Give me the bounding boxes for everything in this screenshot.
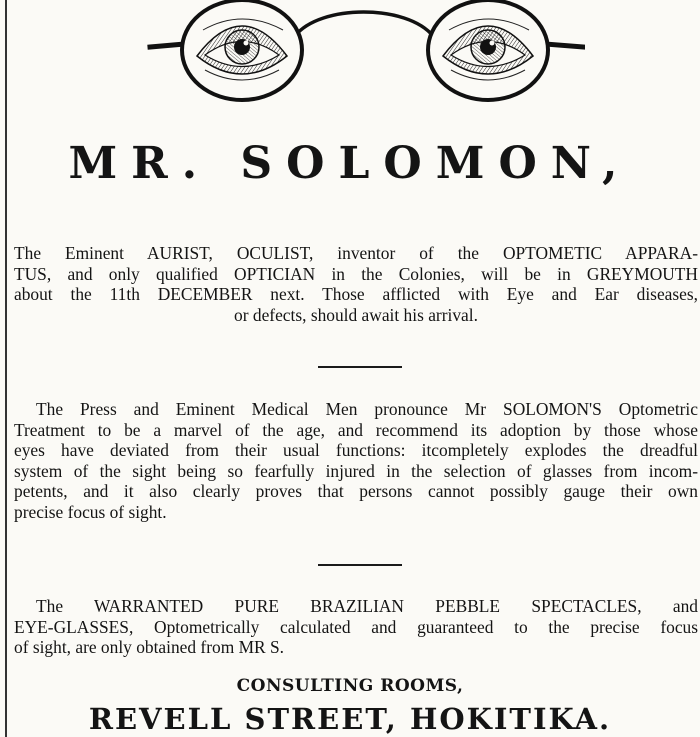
paragraph-line: The Eminent AURIST, OCULIST, inventor of the OPTOMETIC APPARA- — [14, 243, 698, 263]
paragraph-line: eyes have deviated from their usual functions: itcompletely explodes the dreadful — [14, 440, 698, 460]
section-divider — [318, 564, 402, 566]
paragraph-line: of sight, are only obtained from MR S. — [14, 637, 285, 657]
advertiser-name-heading: MR. SOLOMON, — [68, 138, 632, 189]
column-rule — [5, 0, 7, 737]
testimonial-paragraph — [14, 399, 698, 522]
spectacles-with-eyes-icon — [145, 0, 585, 108]
paragraph-line: about the 11th DECEMBER next. Those afflicted with Eye and Ear diseases, — [14, 284, 698, 304]
section-divider — [318, 366, 402, 368]
spectacles-paragraph — [14, 596, 698, 658]
paragraph-line: The WARRANTED PURE BRAZILIAN PEBBLE SPECTACLES, and — [36, 596, 698, 616]
announcement-paragraph — [14, 243, 698, 325]
paragraph-line: EYE-GLASSES, Optometrically calculated and guaranteed to the precise focus — [14, 616, 698, 637]
paragraph-line: The Press and Eminent Medical Men pronounce Mr SOLOMON'S Optometric — [36, 399, 698, 419]
consulting-rooms-label: CONSULTING ROOMS, — [236, 676, 464, 696]
paragraph-line: TUS, and only qualified OPTICIAN in the Colonies, will be in GREYMOUTH — [14, 263, 698, 284]
paragraph-line: precise focus of sight. — [14, 501, 167, 522]
paragraph-line: Treatment to be a marvel of the age, and recommend its adoption by those whose — [14, 419, 698, 440]
paragraph-line: or defects, should await his arrival. — [234, 304, 478, 325]
paragraph-line: petents, and it also clearly proves that persons cannot possibly gauge their own — [14, 481, 698, 501]
paragraph-line: system of the sight being so fearfully injured in the selection of glasses from incom- — [14, 460, 698, 481]
street-address: REVELL STREET, HOKITIKA. — [88, 702, 612, 736]
